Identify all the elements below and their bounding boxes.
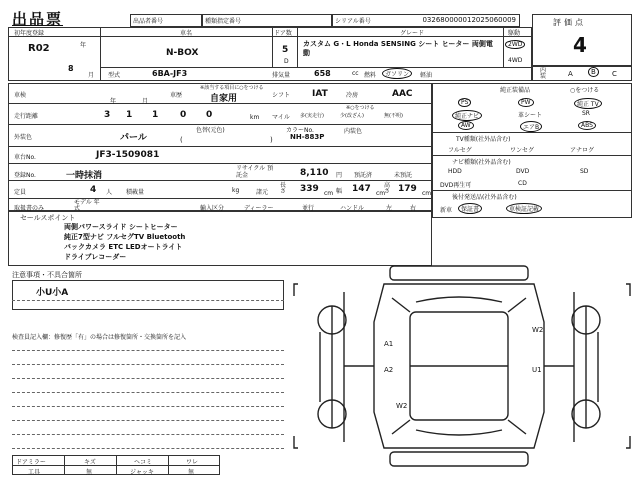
- length: 339: [300, 184, 319, 194]
- after-inspection-cert: 車検証記載: [506, 203, 542, 214]
- car-name: N-BOX: [166, 48, 199, 58]
- field-serial: シリアル番号 032680000012025060009: [332, 14, 520, 27]
- sales-line-4: ドライブレコーダー: [64, 253, 127, 261]
- mileage-digit-3: 1: [152, 110, 159, 120]
- equip-abs: ABS: [578, 121, 596, 130]
- registration-status: 一時抹消: [66, 171, 103, 181]
- reg-month: 8: [68, 64, 74, 73]
- damage-w2-top: W2: [532, 326, 544, 334]
- damage-w2-bottom: W2: [396, 402, 408, 410]
- fuel-gasoline: ガソリン: [382, 68, 412, 79]
- equip-sr: SR: [582, 110, 590, 117]
- width: 147: [352, 184, 371, 194]
- model-code: 6BA-JF3: [152, 69, 188, 78]
- shift-type: IAT: [312, 89, 328, 99]
- door-label: ドア数: [274, 30, 292, 37]
- chassis-number: JF3-1509081: [96, 150, 160, 160]
- damage-a1: A1: [384, 340, 394, 348]
- inspector-title: 検査員記入欄：修復歴「有」の場合は修復箇所・交換箇所を記入: [12, 334, 187, 341]
- notes-value: 小U小A: [36, 288, 69, 298]
- grade-box: 評価点 4: [532, 14, 632, 66]
- equip-nav: 純正ナビ: [452, 110, 482, 121]
- sheet-title: 出品票: [12, 10, 64, 28]
- first-reg-label: 初年度登録: [14, 30, 45, 37]
- usage-type: 自家用: [210, 94, 238, 104]
- equip-tv: 純正 TV: [574, 98, 602, 109]
- door-count: 5: [282, 45, 289, 55]
- damage-u1: U1: [532, 366, 542, 374]
- car-damage-diagram: [292, 262, 632, 476]
- height: 179: [398, 184, 417, 194]
- serial-number: 032680000012025060009: [422, 16, 516, 24]
- interior-grade: B: [588, 67, 599, 77]
- car-name-label: 車名: [180, 30, 193, 37]
- grade-label: グレード: [400, 30, 425, 37]
- ac-type: AAC: [392, 89, 413, 99]
- drive-2wd: 2WD: [505, 40, 525, 49]
- damage-a2: A2: [384, 366, 394, 374]
- grade-score: 4: [573, 33, 587, 57]
- color-number: NH-883P: [290, 133, 325, 141]
- sales-line-3: バックカメラ ETC LEDオートライト: [64, 243, 183, 251]
- equip-pw: PW: [518, 98, 534, 107]
- equip-aw: AW: [458, 121, 474, 130]
- equip-ps: PS: [458, 98, 471, 107]
- equip-airbag: エアB: [520, 121, 542, 132]
- drive-4wd: 4WD: [508, 57, 523, 64]
- equip-leather: 革シート: [518, 112, 543, 119]
- displacement: 658: [314, 69, 331, 78]
- drive-label: 駆動: [508, 30, 521, 37]
- notes-title: 注意事項・不具合箇所: [12, 271, 82, 279]
- reg-year: R02: [28, 43, 50, 54]
- sales-points-text: [64, 222, 185, 262]
- mileage-digit-2: 1: [126, 110, 133, 120]
- exterior-color: パール: [120, 133, 147, 143]
- capacity: 4: [90, 185, 97, 195]
- field-exhibitor: 出品者番号: [130, 14, 202, 27]
- mileage-digit-1: 3: [104, 110, 111, 120]
- sales-line-1: 両側パワースライド シートヒーター: [64, 223, 178, 231]
- after-warranty: 保証書: [458, 203, 482, 214]
- sales-line-2: 純正7型ナビ フルセグTV Bluetooth: [64, 233, 186, 241]
- mileage-digit-5: 0: [206, 110, 213, 120]
- field-type: 種類指定番号: [202, 14, 332, 27]
- mileage-digit-4: 0: [180, 110, 187, 120]
- recycle-fee: 8,110: [300, 168, 329, 178]
- auction-sheet: 出品票 出品者番号 種類指定番号 シリアル番号 032680000012025060009 評価点 4 初年度登録 車名 ドア数 グレード 駆動 R02 年 8 月 N-BOX 5 D カスタム G・L Honda SENSING シート ヒーター 両側電動 2WD 4WD 型式 6BA-JF3 排気量 658 cc 燃料 ガソリン 軽油 内装 A B C 車検 年 月 車歴 ※該当する項目に○をつける 自家用 シフト IAT 冷房 AAC 走行距離 3 1 1 0 0 km マイル ※○をつける 多(実走行) 少(改ざん) 無(不明) 外装色 色替(元色) パール ( ) カラーNo. NH-883P 内装色 車台No. JF3-1509081 登録No. 一時抹消 リサイクル 預託金 8,110 円 預託済 未預託 定員 4 人 積載量 kg 諸元 長さ 339 cm 幅 147 cm 高さ 179 cm 取扱書のみ モデル 年式 輸入区分 ディーラー 並行 ハンドル 左 右 純正装備品 ○をつける PS PW 純正 TV 純正ナビ 革シート SR AW エアB ABS TV種類(社外品含む) フルセグ ワンセグ アナログ ナビ種類(社外品含む) HDD DVD SD DVD再生可 CD 後付発送品(社外品含む) 新車 保証書 車検証記載 セールスポイント 両側パワースライド シートヒーター 純正7型ナビ フルセグTV Bluetooth バックカメラ ETC LEDオートライト ドライブレコーダー 注意事項・不具合箇所 小U小A 検査員記入欄：修復歴「有」の場合は修復箇所・交換箇所を記入 ドアミラー キズ ヘコミ ワレ 工具 無 ジャッキ 無 W2 A1 A2 U1 W2: [0, 0, 640, 480]
- grade-text: カスタム G・L Honda SENSING シート ヒーター 両側電動: [303, 40, 493, 57]
